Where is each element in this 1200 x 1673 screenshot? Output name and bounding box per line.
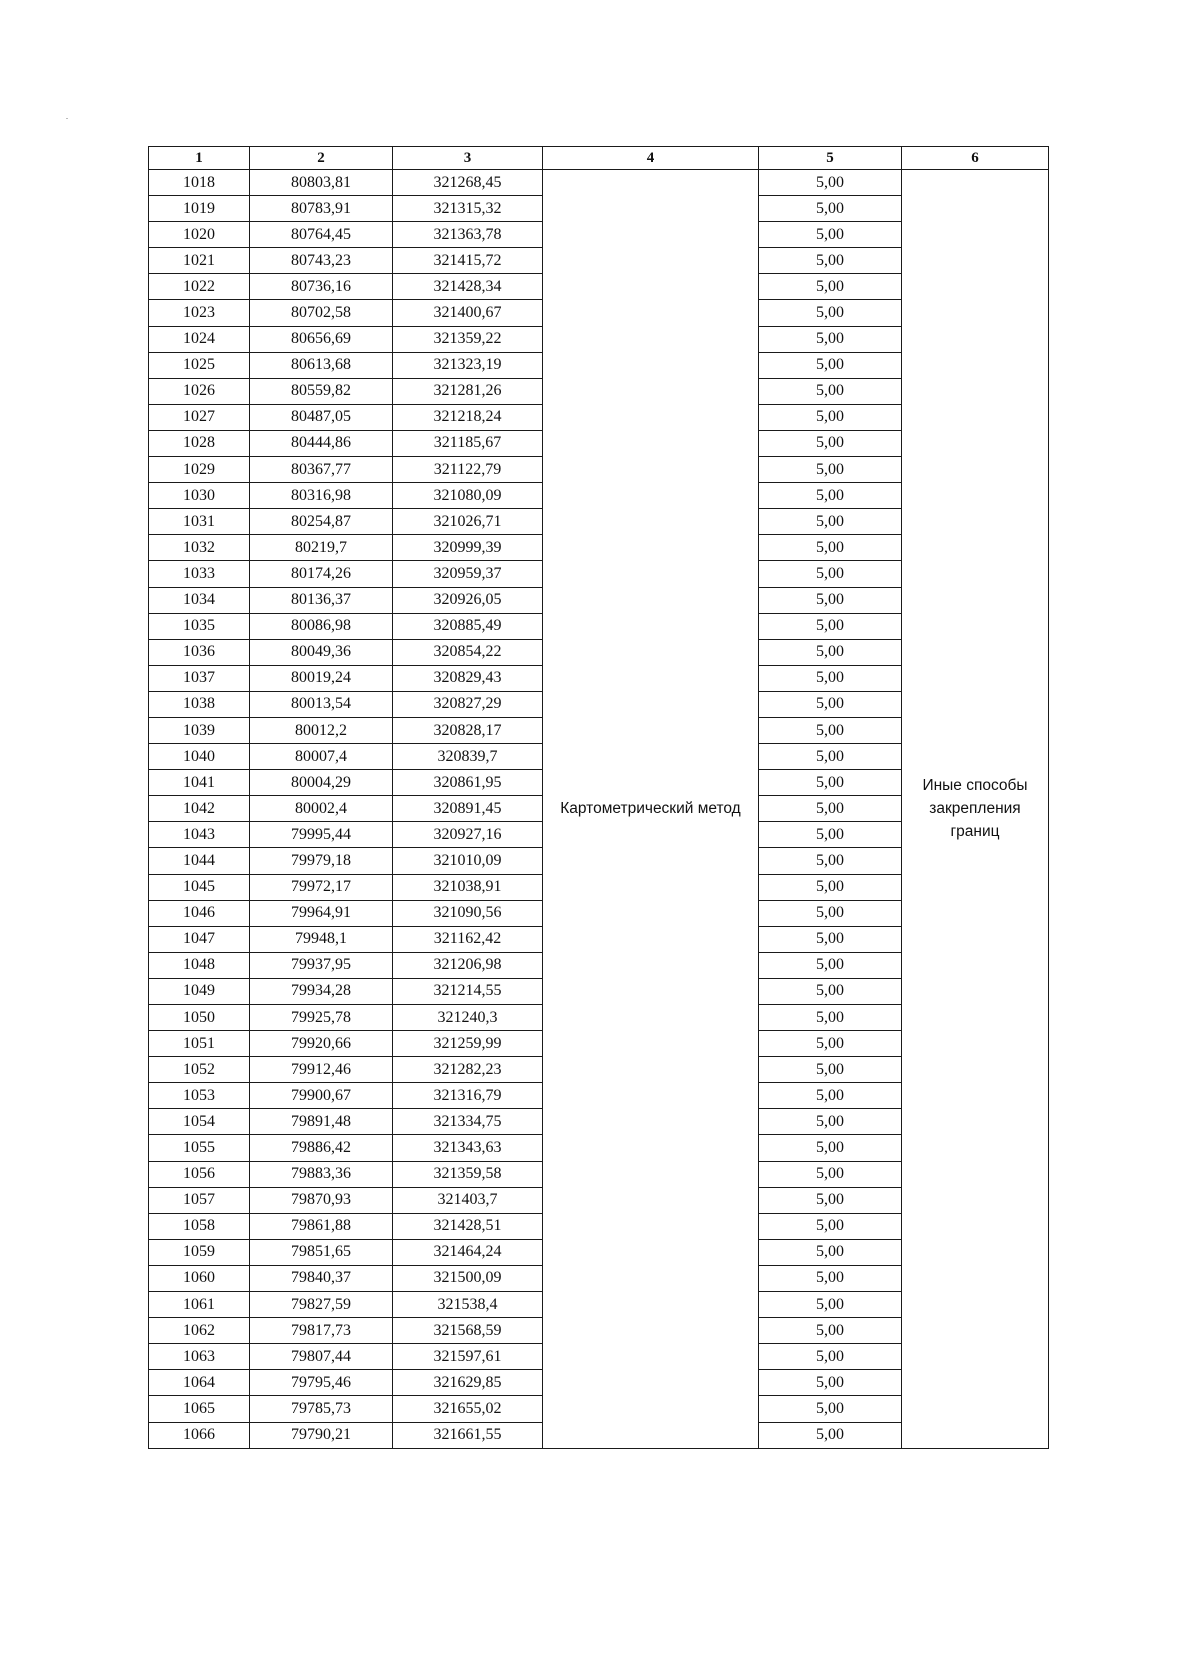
accuracy-cell: 5,00: [759, 1135, 902, 1161]
coordinate-x-cell: 80613,68: [250, 352, 393, 378]
accuracy-cell: 5,00: [759, 874, 902, 900]
coordinate-y-cell: 320926,05: [393, 587, 543, 613]
coordinate-y-cell: 321359,58: [393, 1161, 543, 1187]
coordinate-y-cell: 321359,22: [393, 326, 543, 352]
point-number-cell: 1055: [149, 1135, 250, 1161]
accuracy-cell: 5,00: [759, 796, 902, 822]
scan-speck: [66, 118, 68, 119]
point-number-cell: 1053: [149, 1083, 250, 1109]
accuracy-cell: 5,00: [759, 170, 902, 196]
accuracy-cell: 5,00: [759, 222, 902, 248]
coordinate-x-cell: 80174,26: [250, 561, 393, 587]
point-number-cell: 1049: [149, 978, 250, 1004]
coordinate-y-cell: 321090,56: [393, 900, 543, 926]
accuracy-cell: 5,00: [759, 978, 902, 1004]
accuracy-cell: 5,00: [759, 300, 902, 326]
coordinate-y-cell: 321010,09: [393, 848, 543, 874]
header-col-3: 3: [393, 147, 543, 170]
coordinate-x-cell: 79785,73: [250, 1396, 393, 1422]
point-number-cell: 1032: [149, 535, 250, 561]
coordinate-y-cell: 321661,55: [393, 1422, 543, 1448]
point-number-cell: 1058: [149, 1213, 250, 1239]
accuracy-cell: 5,00: [759, 1370, 902, 1396]
coordinate-y-cell: 321259,99: [393, 1031, 543, 1057]
accuracy-cell: 5,00: [759, 1318, 902, 1344]
point-number-cell: 1048: [149, 952, 250, 978]
coordinate-x-cell: 79861,88: [250, 1213, 393, 1239]
coordinates-table: [148, 146, 1049, 1449]
accuracy-cell: 5,00: [759, 691, 902, 717]
point-number-cell: 1042: [149, 796, 250, 822]
accuracy-cell: 5,00: [759, 1213, 902, 1239]
coordinate-y-cell: 321214,55: [393, 978, 543, 1004]
coordinate-y-cell: 321400,67: [393, 300, 543, 326]
coordinate-x-cell: 80559,82: [250, 378, 393, 404]
accuracy-cell: 5,00: [759, 1031, 902, 1057]
coordinate-y-cell: 321464,24: [393, 1239, 543, 1265]
coordinate-y-cell: 321655,02: [393, 1396, 543, 1422]
coordinate-y-cell: 320891,45: [393, 796, 543, 822]
coordinate-y-cell: 321026,71: [393, 509, 543, 535]
accuracy-cell: 5,00: [759, 1239, 902, 1265]
accuracy-cell: 5,00: [759, 404, 902, 430]
accuracy-cell: 5,00: [759, 1265, 902, 1291]
coordinate-x-cell: 79934,28: [250, 978, 393, 1004]
coordinate-x-cell: 79912,46: [250, 1057, 393, 1083]
accuracy-cell: 5,00: [759, 717, 902, 743]
point-number-cell: 1043: [149, 822, 250, 848]
coordinate-y-cell: 321038,91: [393, 874, 543, 900]
point-number-cell: 1060: [149, 1265, 250, 1291]
point-number-cell: 1051: [149, 1031, 250, 1057]
coordinate-x-cell: 80743,23: [250, 248, 393, 274]
coordinate-x-cell: 80004,29: [250, 770, 393, 796]
point-number-cell: 1056: [149, 1161, 250, 1187]
accuracy-cell: 5,00: [759, 900, 902, 926]
coordinate-x-cell: 79972,17: [250, 874, 393, 900]
accuracy-cell: 5,00: [759, 1005, 902, 1031]
coordinate-x-cell: 79925,78: [250, 1005, 393, 1031]
accuracy-cell: 5,00: [759, 196, 902, 222]
point-number-cell: 1028: [149, 430, 250, 456]
coordinate-x-cell: 79979,18: [250, 848, 393, 874]
coordinate-y-cell: 321629,85: [393, 1370, 543, 1396]
accuracy-cell: 5,00: [759, 613, 902, 639]
point-number-cell: 1027: [149, 404, 250, 430]
point-number-cell: 1026: [149, 378, 250, 404]
accuracy-cell: 5,00: [759, 248, 902, 274]
accuracy-cell: 5,00: [759, 1292, 902, 1318]
accuracy-cell: 5,00: [759, 1187, 902, 1213]
accuracy-cell: 5,00: [759, 1344, 902, 1370]
coordinate-x-cell: 80007,4: [250, 744, 393, 770]
coordinate-x-cell: 80656,69: [250, 326, 393, 352]
header-row: [149, 147, 1049, 170]
point-number-cell: 1039: [149, 717, 250, 743]
coordinate-x-cell: 79900,67: [250, 1083, 393, 1109]
point-number-cell: 1033: [149, 561, 250, 587]
accuracy-cell: 5,00: [759, 848, 902, 874]
coordinate-y-cell: 320827,29: [393, 691, 543, 717]
point-number-cell: 1040: [149, 744, 250, 770]
point-number-cell: 1066: [149, 1422, 250, 1448]
accuracy-cell: 5,00: [759, 561, 902, 587]
point-number-cell: 1019: [149, 196, 250, 222]
coordinate-y-cell: 321185,67: [393, 430, 543, 456]
coordinate-x-cell: 79937,95: [250, 952, 393, 978]
point-number-cell: 1046: [149, 900, 250, 926]
coordinate-x-cell: 80002,4: [250, 796, 393, 822]
point-number-cell: 1044: [149, 848, 250, 874]
coordinate-x-cell: 79883,36: [250, 1161, 393, 1187]
point-number-cell: 1024: [149, 326, 250, 352]
coordinate-y-cell: 321315,32: [393, 196, 543, 222]
coordinate-y-cell: 321428,51: [393, 1213, 543, 1239]
coordinate-x-cell: 80803,81: [250, 170, 393, 196]
coordinate-x-cell: 79920,66: [250, 1031, 393, 1057]
coordinate-y-cell: 321268,45: [393, 170, 543, 196]
point-number-cell: 1020: [149, 222, 250, 248]
coordinate-x-cell: 80367,77: [250, 457, 393, 483]
coordinate-x-cell: 80736,16: [250, 274, 393, 300]
coordinate-x-cell: 79795,46: [250, 1370, 393, 1396]
coordinate-x-cell: 79995,44: [250, 822, 393, 848]
coordinate-x-cell: 79948,1: [250, 926, 393, 952]
point-number-cell: 1038: [149, 691, 250, 717]
coordinate-y-cell: 320854,22: [393, 639, 543, 665]
coordinate-y-cell: 321281,26: [393, 378, 543, 404]
coordinate-y-cell: 321080,09: [393, 483, 543, 509]
accuracy-cell: 5,00: [759, 926, 902, 952]
coordinate-y-cell: 320828,17: [393, 717, 543, 743]
coordinate-y-cell: 320927,16: [393, 822, 543, 848]
point-number-cell: 1063: [149, 1344, 250, 1370]
coordinate-x-cell: 79870,93: [250, 1187, 393, 1213]
coordinate-y-cell: 321538,4: [393, 1292, 543, 1318]
coordinate-y-cell: 321403,7: [393, 1187, 543, 1213]
point-number-cell: 1059: [149, 1239, 250, 1265]
coordinate-y-cell: 320999,39: [393, 535, 543, 561]
header-col-2: 2: [250, 147, 393, 170]
accuracy-cell: 5,00: [759, 639, 902, 665]
coordinate-x-cell: 79807,44: [250, 1344, 393, 1370]
coordinate-x-cell: 80013,54: [250, 691, 393, 717]
coordinate-x-cell: 80444,86: [250, 430, 393, 456]
accuracy-cell: 5,00: [759, 430, 902, 456]
coordinate-y-cell: 321282,23: [393, 1057, 543, 1083]
coordinate-y-cell: 321206,98: [393, 952, 543, 978]
point-number-cell: 1064: [149, 1370, 250, 1396]
point-number-cell: 1037: [149, 665, 250, 691]
point-number-cell: 1047: [149, 926, 250, 952]
coordinate-y-cell: 321415,72: [393, 248, 543, 274]
coordinate-x-cell: 80019,24: [250, 665, 393, 691]
coordinate-x-cell: 80764,45: [250, 222, 393, 248]
coordinate-y-cell: 321363,78: [393, 222, 543, 248]
point-number-cell: 1061: [149, 1292, 250, 1318]
coordinate-y-cell: 321343,63: [393, 1135, 543, 1161]
point-number-cell: 1021: [149, 248, 250, 274]
coordinate-y-cell: 321334,75: [393, 1109, 543, 1135]
coordinate-x-cell: 79840,37: [250, 1265, 393, 1291]
header-col-1: 1: [149, 147, 250, 170]
point-number-cell: 1025: [149, 352, 250, 378]
accuracy-cell: 5,00: [759, 457, 902, 483]
coordinate-x-cell: 80487,05: [250, 404, 393, 430]
accuracy-cell: 5,00: [759, 822, 902, 848]
point-number-cell: 1018: [149, 170, 250, 196]
table-body: [149, 170, 1049, 1449]
coordinate-x-cell: 80012,2: [250, 717, 393, 743]
accuracy-cell: 5,00: [759, 1422, 902, 1448]
coordinate-x-cell: 80783,91: [250, 196, 393, 222]
header-col-6: 6: [902, 147, 1049, 170]
coordinate-y-cell: 320839,7: [393, 744, 543, 770]
coordinate-x-cell: 80254,87: [250, 509, 393, 535]
accuracy-cell: 5,00: [759, 378, 902, 404]
point-number-cell: 1065: [149, 1396, 250, 1422]
coordinate-y-cell: 321240,3: [393, 1005, 543, 1031]
coordinate-y-cell: 320861,95: [393, 770, 543, 796]
coordinate-x-cell: 80049,36: [250, 639, 393, 665]
boundary-fixation-cell: Иные способы закрепления границ: [902, 170, 1049, 1449]
point-number-cell: 1023: [149, 300, 250, 326]
coordinate-x-cell: 79964,91: [250, 900, 393, 926]
accuracy-cell: 5,00: [759, 1057, 902, 1083]
point-number-cell: 1041: [149, 770, 250, 796]
accuracy-cell: 5,00: [759, 952, 902, 978]
point-number-cell: 1034: [149, 587, 250, 613]
coordinate-x-cell: 79790,21: [250, 1422, 393, 1448]
accuracy-cell: 5,00: [759, 483, 902, 509]
coordinate-y-cell: 321500,09: [393, 1265, 543, 1291]
coordinate-y-cell: 321122,79: [393, 457, 543, 483]
table-header: [149, 147, 1049, 170]
coordinate-x-cell: 79817,73: [250, 1318, 393, 1344]
point-number-cell: 1052: [149, 1057, 250, 1083]
coordinate-y-cell: 321568,59: [393, 1318, 543, 1344]
coordinate-x-cell: 79886,42: [250, 1135, 393, 1161]
accuracy-cell: 5,00: [759, 274, 902, 300]
coordinate-x-cell: 79851,65: [250, 1239, 393, 1265]
coordinate-y-cell: 321162,42: [393, 926, 543, 952]
coordinate-x-cell: 79827,59: [250, 1292, 393, 1318]
coordinate-x-cell: 79891,48: [250, 1109, 393, 1135]
coordinate-y-cell: 320885,49: [393, 613, 543, 639]
point-number-cell: 1045: [149, 874, 250, 900]
point-number-cell: 1062: [149, 1318, 250, 1344]
coordinate-x-cell: 80219,7: [250, 535, 393, 561]
table-row: [149, 170, 1049, 196]
accuracy-cell: 5,00: [759, 1109, 902, 1135]
coordinate-x-cell: 80702,58: [250, 300, 393, 326]
accuracy-cell: 5,00: [759, 587, 902, 613]
point-number-cell: 1031: [149, 509, 250, 535]
accuracy-cell: 5,00: [759, 1396, 902, 1422]
point-number-cell: 1022: [149, 274, 250, 300]
point-number-cell: 1029: [149, 457, 250, 483]
point-number-cell: 1054: [149, 1109, 250, 1135]
point-number-cell: 1036: [149, 639, 250, 665]
accuracy-cell: 5,00: [759, 352, 902, 378]
coordinate-x-cell: 80136,37: [250, 587, 393, 613]
point-number-cell: 1035: [149, 613, 250, 639]
accuracy-cell: 5,00: [759, 535, 902, 561]
point-number-cell: 1030: [149, 483, 250, 509]
accuracy-cell: 5,00: [759, 744, 902, 770]
point-number-cell: 1057: [149, 1187, 250, 1213]
coordinate-y-cell: 321428,34: [393, 274, 543, 300]
coordinate-x-cell: 80086,98: [250, 613, 393, 639]
coordinate-y-cell: 321218,24: [393, 404, 543, 430]
coordinate-x-cell: 80316,98: [250, 483, 393, 509]
point-number-cell: 1050: [149, 1005, 250, 1031]
coordinate-y-cell: 320829,43: [393, 665, 543, 691]
coordinate-y-cell: 320959,37: [393, 561, 543, 587]
coordinate-y-cell: 321316,79: [393, 1083, 543, 1109]
determination-method-cell: Картометрический метод: [543, 170, 759, 1449]
accuracy-cell: 5,00: [759, 665, 902, 691]
accuracy-cell: 5,00: [759, 326, 902, 352]
accuracy-cell: 5,00: [759, 509, 902, 535]
header-col-5: 5: [759, 147, 902, 170]
header-col-4: 4: [543, 147, 759, 170]
accuracy-cell: 5,00: [759, 1161, 902, 1187]
coordinate-y-cell: 321323,19: [393, 352, 543, 378]
accuracy-cell: 5,00: [759, 1083, 902, 1109]
coordinate-y-cell: 321597,61: [393, 1344, 543, 1370]
accuracy-cell: 5,00: [759, 770, 902, 796]
